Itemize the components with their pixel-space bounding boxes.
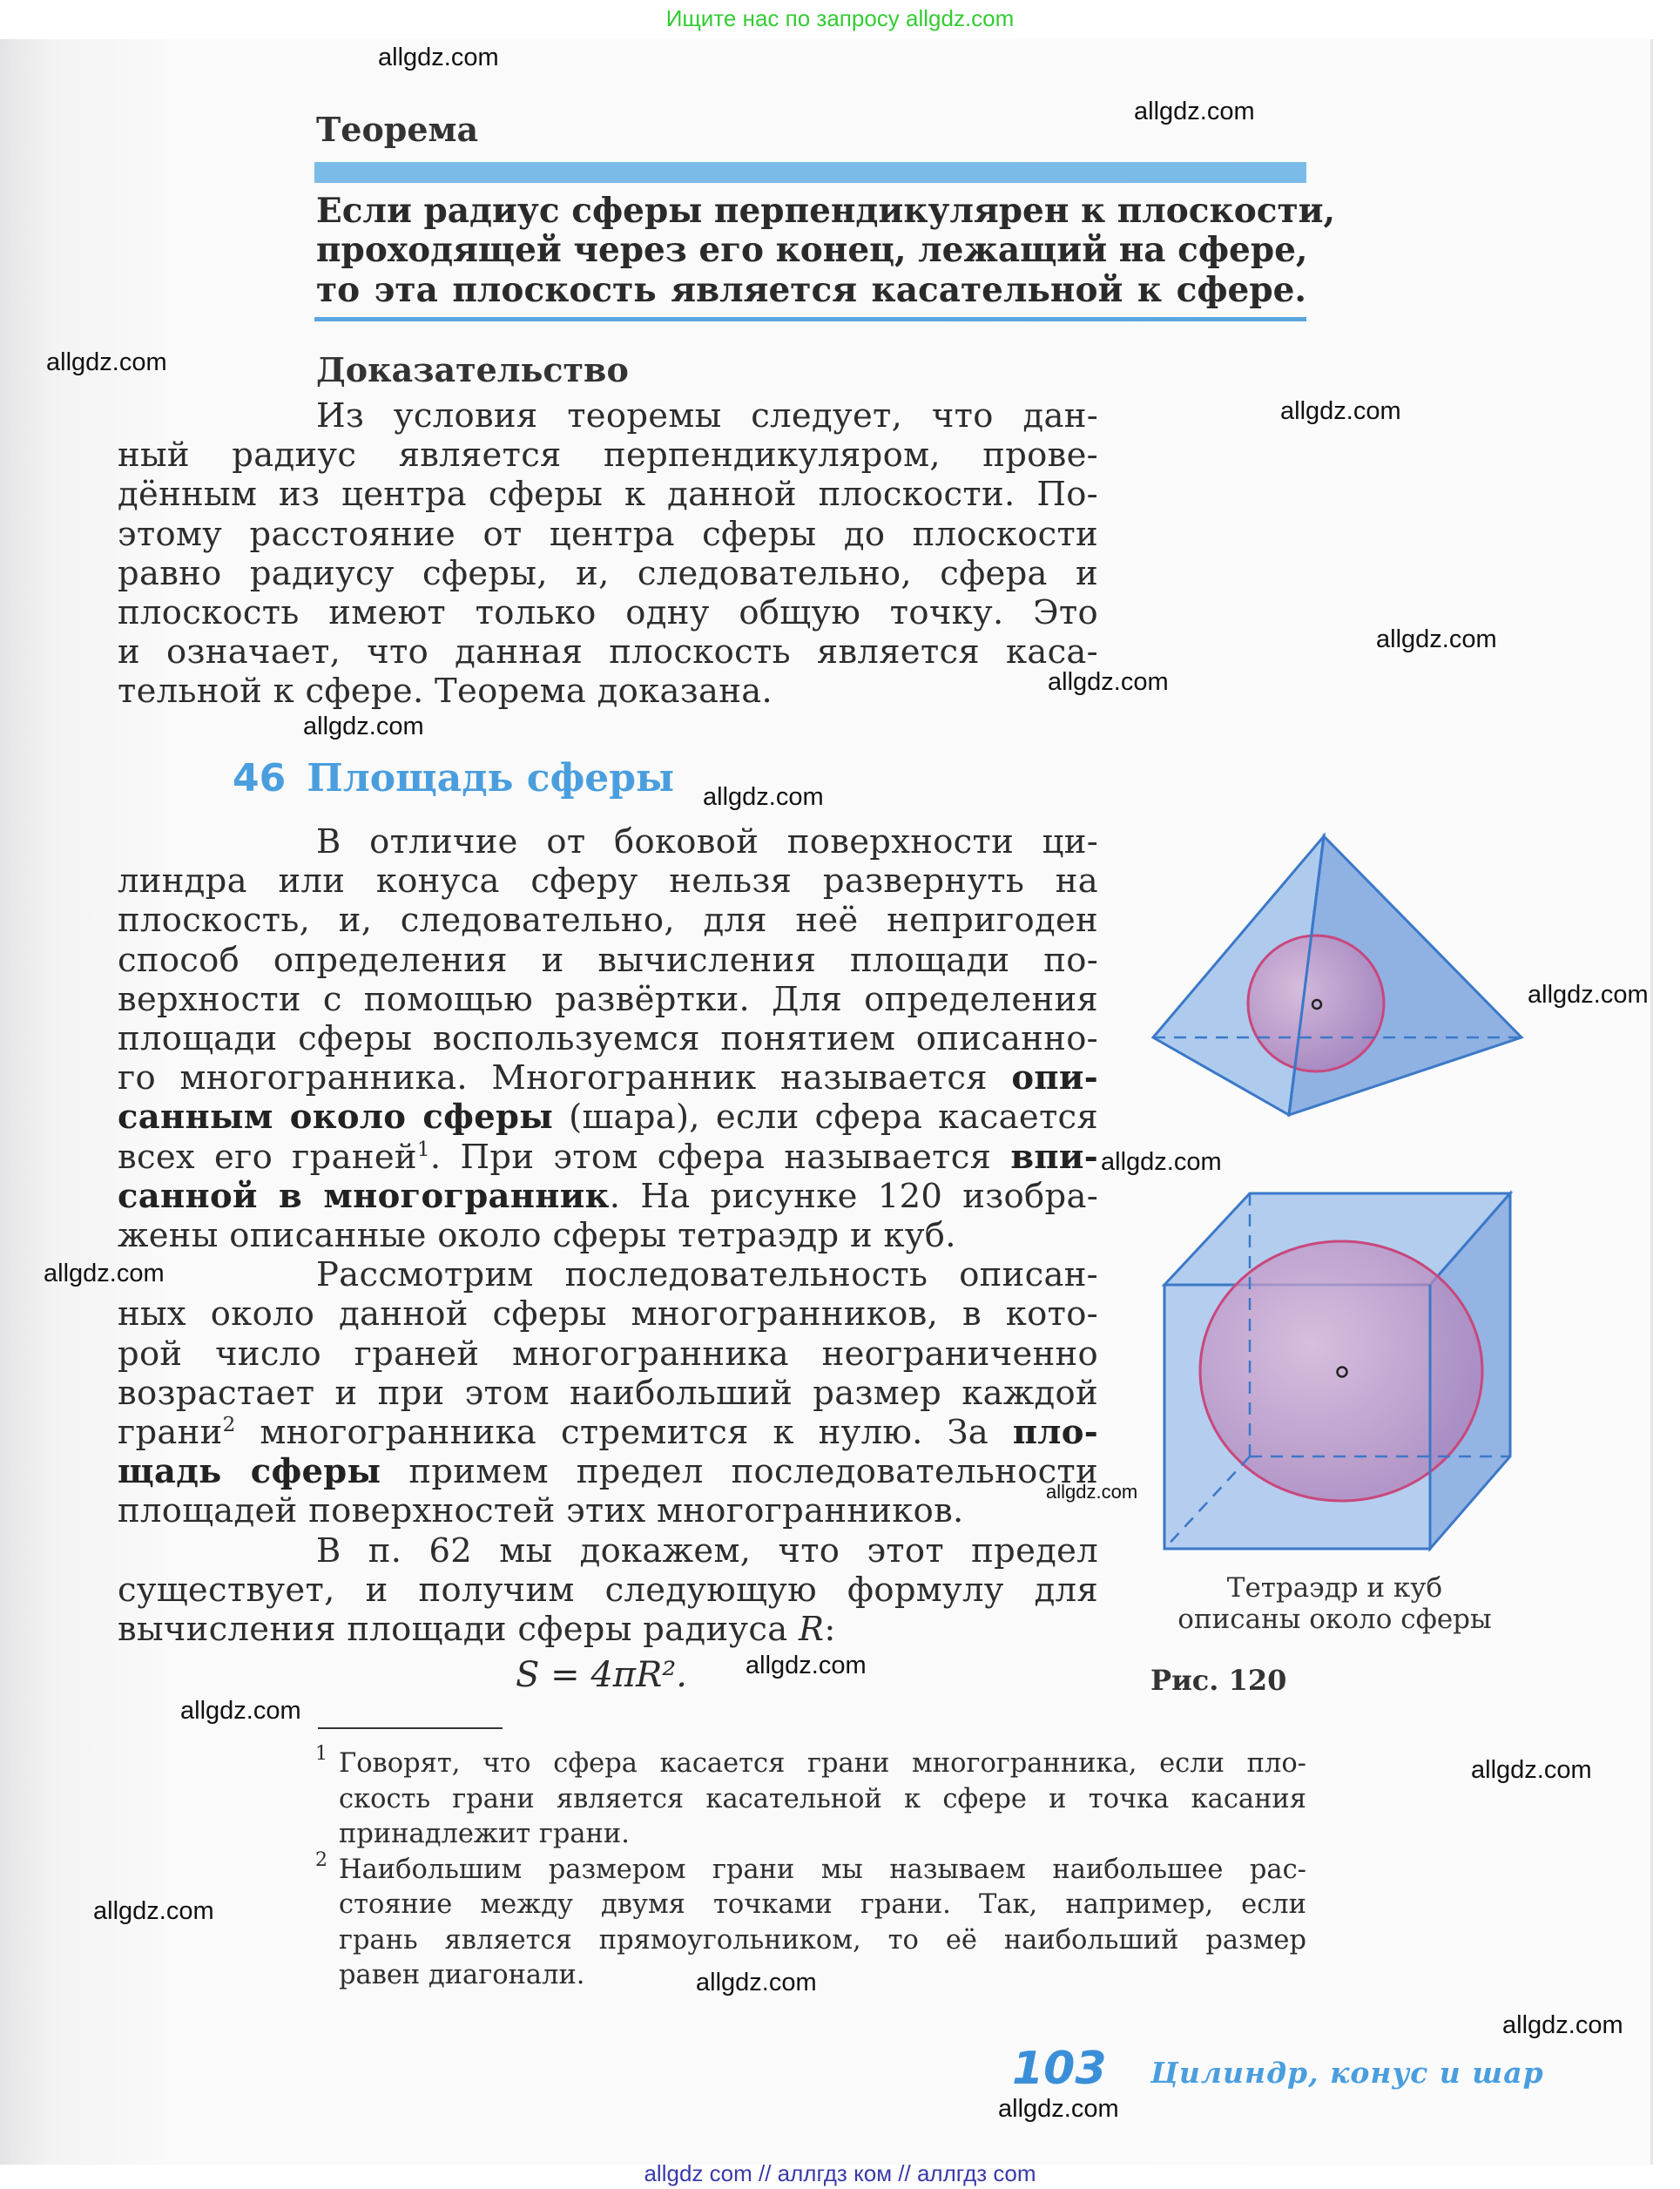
figure-label: Рис. 120 [1150,1664,1287,1697]
inscribed-sphere [1248,936,1384,1071]
text: го многогранника. Многогранник называется [118,1058,1012,1098]
watermark: allgdz.com [1048,668,1169,696]
text: дённым из центра сферы к данной плоскости. По- [118,475,1098,515]
theorem-line: проходящей через его конец, лежащий на сфере, [316,230,1308,270]
text: Из условия теоремы следует, что дан- [316,396,1098,436]
watermark: allgdz.com [46,348,167,376]
footnote-line: грань является прямоугольником, то её наибольший размер [339,1924,1306,1956]
text: и означает, что данная плоскость является каса- [118,632,1098,672]
text: тельной к сфере. Теорема доказана. [118,672,773,712]
text: многогранника стремится к нулю. За [235,1413,1013,1452]
footer-links[interactable]: allgdz com // аллгдз ком // аллгдз com [644,2160,1036,2186]
text: Рассмотрим последовательность описан- [316,1255,1098,1295]
footnote-line: равен диагонали. [339,1960,585,1990]
theorem-line: Если радиус сферы перпендикулярен к плоскости, [316,191,1336,231]
watermark: allgdz.com [1134,98,1255,125]
text: рой число граней многогранника неограниченно [118,1334,1098,1374]
cube [1164,1193,1510,1549]
footnote-line: стояние между двумя точками грани. Так, например, если [339,1889,1306,1920]
text: : [824,1610,836,1649]
text: площади сферы воспользуемся понятием описанно- [118,1019,1098,1058]
watermark: allgdz.com [998,2095,1119,2123]
text: способ определения и вычисления площади по- [118,940,1098,980]
watermark: allgdz.com [696,1969,817,1996]
term: пло- [1012,1413,1098,1452]
chapter-title: Цилиндр, конус и шар [1150,2056,1544,2090]
watermark: allgdz.com [1280,397,1401,425]
text: верхности с помощью развёртки. Для определения [118,979,1098,1019]
term: санным около сферы [118,1098,554,1138]
term: санной в многогранник [118,1176,610,1216]
search-banner[interactable]: Ищите нас по запросу allgdz.com [665,5,1015,31]
text: линдра или конуса сферу нельзя развернуть на [118,861,1098,902]
text: плоскость имеют только одну общую точку. Это [118,593,1098,632]
text: жены описанные около сферы тетраэдр и куб. [118,1216,956,1255]
section-title: Площадь сферы [307,756,675,801]
proof-title: Доказательство [316,350,629,389]
term: опи- [1011,1058,1098,1098]
inscribed-sphere [1200,1241,1482,1501]
footnote-mark: 1 [315,1743,327,1765]
text: примем предел последовательности [381,1452,1098,1492]
tetrahedron [1153,836,1521,1115]
footnote-ref: 1 [416,1138,430,1161]
text: вычисления площади сферы радиуса [118,1610,800,1649]
text: R [799,1610,825,1649]
footnote-line: скость грани является касательной к сфере и точка касания [339,1783,1306,1814]
footnote-line: принадлежит грани. [339,1819,630,1849]
watermark: allgdz.com [1528,981,1649,1009]
footnote-ref: 2 [222,1414,236,1437]
watermark: allgdz.com [746,1652,867,1679]
watermark: allgdz.com [303,713,424,740]
text: В отличие от боковой поверхности ци- [316,822,1098,861]
footnote-line: Наибольшим размером грани мы называем наибольшее рас- [339,1854,1306,1885]
text: существует, и получим следующую формулу для [118,1570,1098,1610]
text: площадей поверхностей этих многогранников. [118,1491,964,1531]
text: ных около данной сферы многогранников, в кото- [118,1294,1098,1334]
text: всех его граней [118,1137,417,1177]
text: грани [118,1413,223,1452]
theorem-line: то эта плоскость является касательной к сфере. [316,270,1306,310]
watermark: allgdz.com [1046,1481,1138,1503]
text: плоскость, и, следовательно, для неё непригоден [118,901,1098,941]
watermark: allgdz.com [44,1260,165,1287]
watermark: allgdz.com [378,44,499,71]
text: равно радиусу сферы, и, следовательно, сфера и [118,553,1098,593]
watermark: allgdz.com [1502,2011,1623,2039]
figure-caption: Тетраэдр и куб [1226,1572,1443,1604]
term: впи- [1010,1137,1098,1177]
text: (шара), если сфера касается [553,1098,1098,1138]
text: . На рисунке 120 изобра- [609,1176,1099,1216]
text: ный радиус является перпендикуляром, прове- [118,436,1098,476]
term: щадь сферы [118,1452,381,1492]
footnote-line: Говорят, что сфера касается грани многогранника, если пло- [339,1748,1306,1779]
page-number: 103 [1012,2043,1107,2095]
figure-caption: описаны около сферы [1177,1604,1492,1635]
watermark: allgdz.com [1376,625,1497,653]
text: В п. 62 мы докажем, что этот предел [316,1530,1098,1571]
section-number: 46 [233,756,287,801]
sphere-area-formula: S = 4πR². [516,1655,687,1695]
text: возрастает и при этом наибольший размер каждой [118,1373,1098,1413]
watermark: allgdz.com [1101,1148,1222,1176]
text: . При этом сфера называется [429,1137,1011,1177]
theorem-title: Теорема [316,110,479,149]
footnote-mark: 2 [315,1848,327,1871]
watermark: allgdz.com [180,1697,301,1725]
watermark: allgdz.com [1471,1756,1592,1784]
watermark: allgdz.com [93,1897,214,1925]
watermark: allgdz.com [703,783,824,811]
text: этому расстояние от центра сферы до плоскости [118,514,1098,554]
